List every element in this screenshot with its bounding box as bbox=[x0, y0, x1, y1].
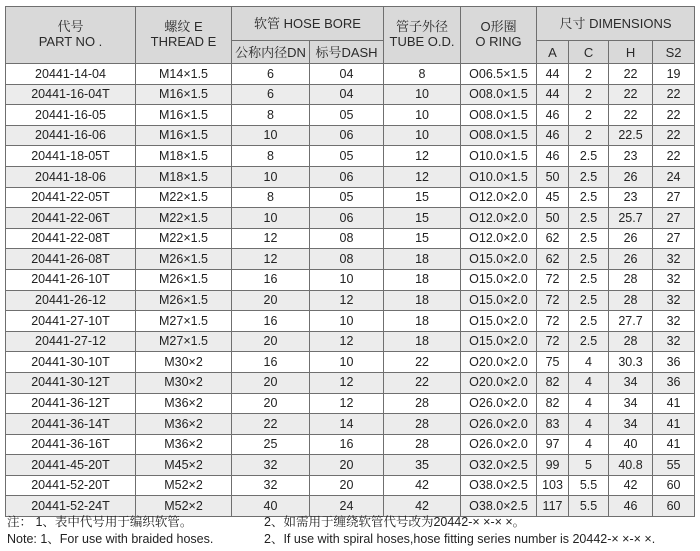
dim-h-cell: 42 bbox=[609, 475, 653, 496]
table-row bbox=[6, 311, 695, 332]
part-no-cell: 20441-22-08T bbox=[6, 228, 136, 249]
dim-s2-cell: 22 bbox=[653, 84, 695, 105]
note-cn-2: 2、如需用于缠绕软管代号改为20442-× ×-× ×。 bbox=[264, 515, 526, 529]
o-ring-cell: O20.0×2.0 bbox=[461, 372, 537, 393]
thread-cell: M36×2 bbox=[136, 414, 232, 435]
dim-s2-cell: 60 bbox=[653, 475, 695, 496]
dim-c-cell: 4 bbox=[569, 434, 609, 455]
specification-table bbox=[5, 6, 695, 517]
dim-c-cell: 2.5 bbox=[569, 311, 609, 332]
dim-c-cell: 2 bbox=[569, 105, 609, 126]
o-ring-cell: O10.0×1.5 bbox=[461, 166, 537, 187]
dn-cell: 32 bbox=[232, 475, 310, 496]
part-no-cell: 20441-30-12T bbox=[6, 372, 136, 393]
dash-cell: 04 bbox=[310, 84, 384, 105]
table-row bbox=[6, 352, 695, 373]
o-ring-cell: O12.0×2.0 bbox=[461, 187, 537, 208]
thread-cell: M30×2 bbox=[136, 372, 232, 393]
part-no-header: 代号 PART NO . bbox=[6, 7, 136, 64]
dim-h-cell: 22 bbox=[609, 105, 653, 126]
dash-header: 标号DASH bbox=[310, 41, 384, 64]
dim-c-cell: 4 bbox=[569, 414, 609, 435]
table-row bbox=[6, 146, 695, 167]
hose-bore-header: 软管 HOSE BORE bbox=[232, 7, 384, 41]
dn-cell: 6 bbox=[232, 64, 310, 85]
o-ring-cell: O15.0×2.0 bbox=[461, 249, 537, 270]
dim-h-cell: 26 bbox=[609, 249, 653, 270]
thread-cell: M36×2 bbox=[136, 434, 232, 455]
dim-s2-cell: 22 bbox=[653, 125, 695, 146]
dn-cell: 6 bbox=[232, 84, 310, 105]
table-row bbox=[6, 372, 695, 393]
dim-c-cell: 4 bbox=[569, 352, 609, 373]
dim-s2-cell: 32 bbox=[653, 269, 695, 290]
tube-od-cell: 35 bbox=[384, 455, 461, 476]
dim-s2-cell: 55 bbox=[653, 455, 695, 476]
dim-a-cell: 62 bbox=[537, 228, 569, 249]
tube-od-cell: 10 bbox=[384, 84, 461, 105]
dn-cell: 22 bbox=[232, 414, 310, 435]
dim-s2-cell: 22 bbox=[653, 146, 695, 167]
dim-h-cell: 34 bbox=[609, 372, 653, 393]
dash-cell: 08 bbox=[310, 249, 384, 270]
dimensions-header: 尺寸 DIMENSIONS bbox=[537, 7, 695, 41]
dim-a-cell: 72 bbox=[537, 311, 569, 332]
dim-h-cell: 26 bbox=[609, 228, 653, 249]
dim-a-cell: 44 bbox=[537, 64, 569, 85]
tube-od-cell: 28 bbox=[384, 434, 461, 455]
dim-h-cell: 40 bbox=[609, 434, 653, 455]
dash-cell: 14 bbox=[310, 414, 384, 435]
thread-cell: M36×2 bbox=[136, 393, 232, 414]
thread-cell: M26×1.5 bbox=[136, 269, 232, 290]
dash-cell: 24 bbox=[310, 496, 384, 517]
thread-cell: M14×1.5 bbox=[136, 64, 232, 85]
part-no-cell: 20441-26-12 bbox=[6, 290, 136, 311]
dn-cell: 8 bbox=[232, 187, 310, 208]
tube-od-cell: 22 bbox=[384, 352, 461, 373]
notes bbox=[7, 514, 697, 548]
thread-cell: M52×2 bbox=[136, 496, 232, 517]
dim-a-cell: 83 bbox=[537, 414, 569, 435]
thread-cell: M16×1.5 bbox=[136, 105, 232, 126]
dn-cell: 16 bbox=[232, 269, 310, 290]
tube-od-cell: 15 bbox=[384, 187, 461, 208]
table-row bbox=[6, 166, 695, 187]
part-no-cell: 20441-16-04T bbox=[6, 84, 136, 105]
dash-cell: 05 bbox=[310, 105, 384, 126]
o-ring-cell: O20.0×2.0 bbox=[461, 352, 537, 373]
dim-c-cell: 2.5 bbox=[569, 331, 609, 352]
table-row bbox=[6, 64, 695, 85]
thread-cell: M27×1.5 bbox=[136, 331, 232, 352]
dash-cell: 10 bbox=[310, 269, 384, 290]
table-row bbox=[6, 228, 695, 249]
dim-c-cell: 2.5 bbox=[569, 146, 609, 167]
dim-h-cell: 26 bbox=[609, 166, 653, 187]
dn-cell: 32 bbox=[232, 455, 310, 476]
o-ring-cell: O06.5×1.5 bbox=[461, 64, 537, 85]
table-row bbox=[6, 208, 695, 229]
dim-h-cell: 46 bbox=[609, 496, 653, 517]
part-no-cell: 20441-27-10T bbox=[6, 311, 136, 332]
dim-h-cell: 22 bbox=[609, 64, 653, 85]
dim-s2-cell: 32 bbox=[653, 249, 695, 270]
dn-cell: 10 bbox=[232, 166, 310, 187]
part-no-cell: 20441-18-06 bbox=[6, 166, 136, 187]
table-row bbox=[6, 455, 695, 476]
part-no-cell: 20441-18-05T bbox=[6, 146, 136, 167]
dim-a-cell: 46 bbox=[537, 125, 569, 146]
dim-s2-cell: 24 bbox=[653, 166, 695, 187]
table-row bbox=[6, 249, 695, 270]
dim-a-cell: 97 bbox=[537, 434, 569, 455]
dim-c-cell: 5.5 bbox=[569, 475, 609, 496]
thread-cell: M16×1.5 bbox=[136, 125, 232, 146]
dim-s2-cell: 27 bbox=[653, 208, 695, 229]
tube-od-cell: 28 bbox=[384, 393, 461, 414]
dash-cell: 08 bbox=[310, 228, 384, 249]
dim-c-header: C bbox=[569, 41, 609, 64]
part-no-cell: 20441-52-24T bbox=[6, 496, 136, 517]
tube-od-cell: 18 bbox=[384, 249, 461, 270]
dash-cell: 05 bbox=[310, 187, 384, 208]
note-en-2: 2、If use with spiral hoses,hose fitting series number is 20442-× ×-× ×. bbox=[264, 532, 656, 546]
dash-cell: 20 bbox=[310, 455, 384, 476]
dim-a-cell: 46 bbox=[537, 105, 569, 126]
dim-h-cell: 23 bbox=[609, 187, 653, 208]
part-no-cell: 20441-45-20T bbox=[6, 455, 136, 476]
o-ring-cell: O08.0×1.5 bbox=[461, 84, 537, 105]
tube-od-cell: 42 bbox=[384, 475, 461, 496]
thread-cell: M22×1.5 bbox=[136, 208, 232, 229]
table-row bbox=[6, 290, 695, 311]
dim-a-cell: 45 bbox=[537, 187, 569, 208]
dim-a-cell: 62 bbox=[537, 249, 569, 270]
dim-a-cell: 117 bbox=[537, 496, 569, 517]
tube-od-cell: 42 bbox=[384, 496, 461, 517]
tube-od-cell: 12 bbox=[384, 166, 461, 187]
dn-cell: 20 bbox=[232, 331, 310, 352]
tube-od-cell: 8 bbox=[384, 64, 461, 85]
dim-c-cell: 2.5 bbox=[569, 228, 609, 249]
dn-cell: 20 bbox=[232, 393, 310, 414]
dim-h-cell: 23 bbox=[609, 146, 653, 167]
dim-a-cell: 44 bbox=[537, 84, 569, 105]
dim-a-cell: 103 bbox=[537, 475, 569, 496]
part-no-cell: 20441-16-05 bbox=[6, 105, 136, 126]
thread-cell: M16×1.5 bbox=[136, 84, 232, 105]
dash-cell: 10 bbox=[310, 311, 384, 332]
tube-od-cell: 18 bbox=[384, 331, 461, 352]
dim-c-cell: 2 bbox=[569, 125, 609, 146]
tube-od-cell: 15 bbox=[384, 208, 461, 229]
part-no-cell: 20441-26-10T bbox=[6, 269, 136, 290]
o-ring-cell: O26.0×2.0 bbox=[461, 393, 537, 414]
dim-s2-cell: 27 bbox=[653, 187, 695, 208]
part-no-cell: 20441-16-06 bbox=[6, 125, 136, 146]
thread-cell: M27×1.5 bbox=[136, 311, 232, 332]
dim-c-cell: 2.5 bbox=[569, 290, 609, 311]
o-ring-cell: O38.0×2.5 bbox=[461, 496, 537, 517]
o-ring-cell: O26.0×2.0 bbox=[461, 434, 537, 455]
dim-c-cell: 2.5 bbox=[569, 166, 609, 187]
dim-a-cell: 99 bbox=[537, 455, 569, 476]
dash-cell: 12 bbox=[310, 290, 384, 311]
table-row bbox=[6, 331, 695, 352]
dim-a-header: A bbox=[537, 41, 569, 64]
thread-cell: M26×1.5 bbox=[136, 290, 232, 311]
dim-c-cell: 2.5 bbox=[569, 187, 609, 208]
dim-h-cell: 22.5 bbox=[609, 125, 653, 146]
dash-cell: 12 bbox=[310, 393, 384, 414]
dim-a-cell: 50 bbox=[537, 166, 569, 187]
dn-cell: 8 bbox=[232, 146, 310, 167]
dn-cell: 40 bbox=[232, 496, 310, 517]
dim-s2-cell: 27 bbox=[653, 228, 695, 249]
dim-a-cell: 72 bbox=[537, 290, 569, 311]
dim-a-cell: 46 bbox=[537, 146, 569, 167]
dim-s2-cell: 32 bbox=[653, 290, 695, 311]
o-ring-cell: O15.0×2.0 bbox=[461, 269, 537, 290]
dn-cell: 12 bbox=[232, 249, 310, 270]
dim-c-cell: 4 bbox=[569, 393, 609, 414]
dim-a-cell: 82 bbox=[537, 393, 569, 414]
dim-c-cell: 2 bbox=[569, 84, 609, 105]
dim-s2-cell: 36 bbox=[653, 372, 695, 393]
dn-cell: 25 bbox=[232, 434, 310, 455]
dash-cell: 20 bbox=[310, 475, 384, 496]
dim-s2-header: S2 bbox=[653, 41, 695, 64]
o-ring-cell: O32.0×2.5 bbox=[461, 455, 537, 476]
dn-cell: 20 bbox=[232, 290, 310, 311]
part-no-cell: 20441-26-08T bbox=[6, 249, 136, 270]
tube-od-cell: 10 bbox=[384, 125, 461, 146]
notes-en bbox=[7, 531, 697, 548]
dim-s2-cell: 32 bbox=[653, 311, 695, 332]
dash-cell: 10 bbox=[310, 352, 384, 373]
table-row bbox=[6, 393, 695, 414]
dim-s2-cell: 41 bbox=[653, 393, 695, 414]
o-ring-cell: O10.0×1.5 bbox=[461, 146, 537, 167]
part-no-cell: 20441-22-05T bbox=[6, 187, 136, 208]
table-body bbox=[6, 64, 695, 517]
dash-cell: 06 bbox=[310, 166, 384, 187]
dim-h-cell: 27.7 bbox=[609, 311, 653, 332]
thread-cell: M45×2 bbox=[136, 455, 232, 476]
tube-od-cell: 18 bbox=[384, 311, 461, 332]
dim-c-cell: 2.5 bbox=[569, 269, 609, 290]
dim-s2-cell: 41 bbox=[653, 414, 695, 435]
thread-cell: M26×1.5 bbox=[136, 249, 232, 270]
table-row bbox=[6, 269, 695, 290]
dim-a-cell: 50 bbox=[537, 208, 569, 229]
o-ring-cell: O26.0×2.0 bbox=[461, 414, 537, 435]
dim-c-cell: 2.5 bbox=[569, 208, 609, 229]
table-row bbox=[6, 187, 695, 208]
part-no-cell: 20441-36-16T bbox=[6, 434, 136, 455]
dim-h-cell: 28 bbox=[609, 269, 653, 290]
dim-s2-cell: 60 bbox=[653, 496, 695, 517]
table-row bbox=[6, 125, 695, 146]
dim-h-cell: 30.3 bbox=[609, 352, 653, 373]
thread-cell: M52×2 bbox=[136, 475, 232, 496]
thread-cell: M30×2 bbox=[136, 352, 232, 373]
dim-c-cell: 5 bbox=[569, 455, 609, 476]
notes-cn bbox=[7, 514, 697, 531]
dim-s2-cell: 36 bbox=[653, 352, 695, 373]
dn-header: 公称内径DN bbox=[232, 41, 310, 64]
dash-cell: 12 bbox=[310, 331, 384, 352]
tube-od-cell: 15 bbox=[384, 228, 461, 249]
dim-s2-cell: 32 bbox=[653, 331, 695, 352]
dash-cell: 06 bbox=[310, 208, 384, 229]
part-no-cell: 20441-30-10T bbox=[6, 352, 136, 373]
dim-h-cell: 28 bbox=[609, 331, 653, 352]
tube-od-cell: 12 bbox=[384, 146, 461, 167]
dim-a-cell: 72 bbox=[537, 269, 569, 290]
dim-a-cell: 75 bbox=[537, 352, 569, 373]
dim-c-cell: 5.5 bbox=[569, 496, 609, 517]
dn-cell: 16 bbox=[232, 311, 310, 332]
part-no-cell: 20441-22-06T bbox=[6, 208, 136, 229]
dim-c-cell: 4 bbox=[569, 372, 609, 393]
dash-cell: 04 bbox=[310, 64, 384, 85]
o-ring-cell: O38.0×2.5 bbox=[461, 475, 537, 496]
part-no-cell: 20441-27-12 bbox=[6, 331, 136, 352]
dash-cell: 16 bbox=[310, 434, 384, 455]
dn-cell: 10 bbox=[232, 208, 310, 229]
part-no-cell: 20441-14-04 bbox=[6, 64, 136, 85]
thread-header: 螺纹 E THREAD E bbox=[136, 7, 232, 64]
table-row bbox=[6, 434, 695, 455]
o-ring-header: O形圈 O RING bbox=[461, 7, 537, 64]
thread-cell: M22×1.5 bbox=[136, 187, 232, 208]
dn-cell: 10 bbox=[232, 125, 310, 146]
dim-a-cell: 72 bbox=[537, 331, 569, 352]
dim-a-cell: 82 bbox=[537, 372, 569, 393]
dim-h-cell: 28 bbox=[609, 290, 653, 311]
dim-s2-cell: 41 bbox=[653, 434, 695, 455]
part-no-cell: 20441-52-20T bbox=[6, 475, 136, 496]
tube-od-header: 管子外径 TUBE O.D. bbox=[384, 7, 461, 64]
dim-h-cell: 34 bbox=[609, 414, 653, 435]
table-row bbox=[6, 475, 695, 496]
o-ring-cell: O15.0×2.0 bbox=[461, 311, 537, 332]
tube-od-cell: 18 bbox=[384, 290, 461, 311]
o-ring-cell: O12.0×2.0 bbox=[461, 208, 537, 229]
o-ring-cell: O08.0×1.5 bbox=[461, 105, 537, 126]
dash-cell: 12 bbox=[310, 372, 384, 393]
o-ring-cell: O15.0×2.0 bbox=[461, 290, 537, 311]
dim-h-cell: 25.7 bbox=[609, 208, 653, 229]
o-ring-cell: O15.0×2.0 bbox=[461, 331, 537, 352]
dim-h-cell: 22 bbox=[609, 84, 653, 105]
part-no-cell: 20441-36-14T bbox=[6, 414, 136, 435]
dn-cell: 16 bbox=[232, 352, 310, 373]
table-row bbox=[6, 84, 695, 105]
dim-s2-cell: 22 bbox=[653, 105, 695, 126]
thread-cell: M22×1.5 bbox=[136, 228, 232, 249]
dim-c-cell: 2 bbox=[569, 64, 609, 85]
dash-cell: 05 bbox=[310, 146, 384, 167]
tube-od-cell: 28 bbox=[384, 414, 461, 435]
dn-cell: 8 bbox=[232, 105, 310, 126]
dn-cell: 12 bbox=[232, 228, 310, 249]
part-no-cell: 20441-36-12T bbox=[6, 393, 136, 414]
table-header bbox=[6, 7, 695, 64]
table-row bbox=[6, 105, 695, 126]
tube-od-cell: 18 bbox=[384, 269, 461, 290]
note-cn-1: 注： 1、表中代号用于编织软管。 bbox=[7, 515, 193, 529]
dim-h-cell: 40.8 bbox=[609, 455, 653, 476]
dim-s2-cell: 19 bbox=[653, 64, 695, 85]
o-ring-cell: O08.0×1.5 bbox=[461, 125, 537, 146]
dn-cell: 20 bbox=[232, 372, 310, 393]
dash-cell: 06 bbox=[310, 125, 384, 146]
dim-c-cell: 2.5 bbox=[569, 249, 609, 270]
thread-cell: M18×1.5 bbox=[136, 146, 232, 167]
tube-od-cell: 22 bbox=[384, 372, 461, 393]
dim-h-header: H bbox=[609, 41, 653, 64]
dim-h-cell: 34 bbox=[609, 393, 653, 414]
thread-cell: M18×1.5 bbox=[136, 166, 232, 187]
table-row bbox=[6, 414, 695, 435]
tube-od-cell: 10 bbox=[384, 105, 461, 126]
o-ring-cell: O12.0×2.0 bbox=[461, 228, 537, 249]
note-en-1: Note: 1、For use with braided hoses. bbox=[7, 532, 214, 546]
